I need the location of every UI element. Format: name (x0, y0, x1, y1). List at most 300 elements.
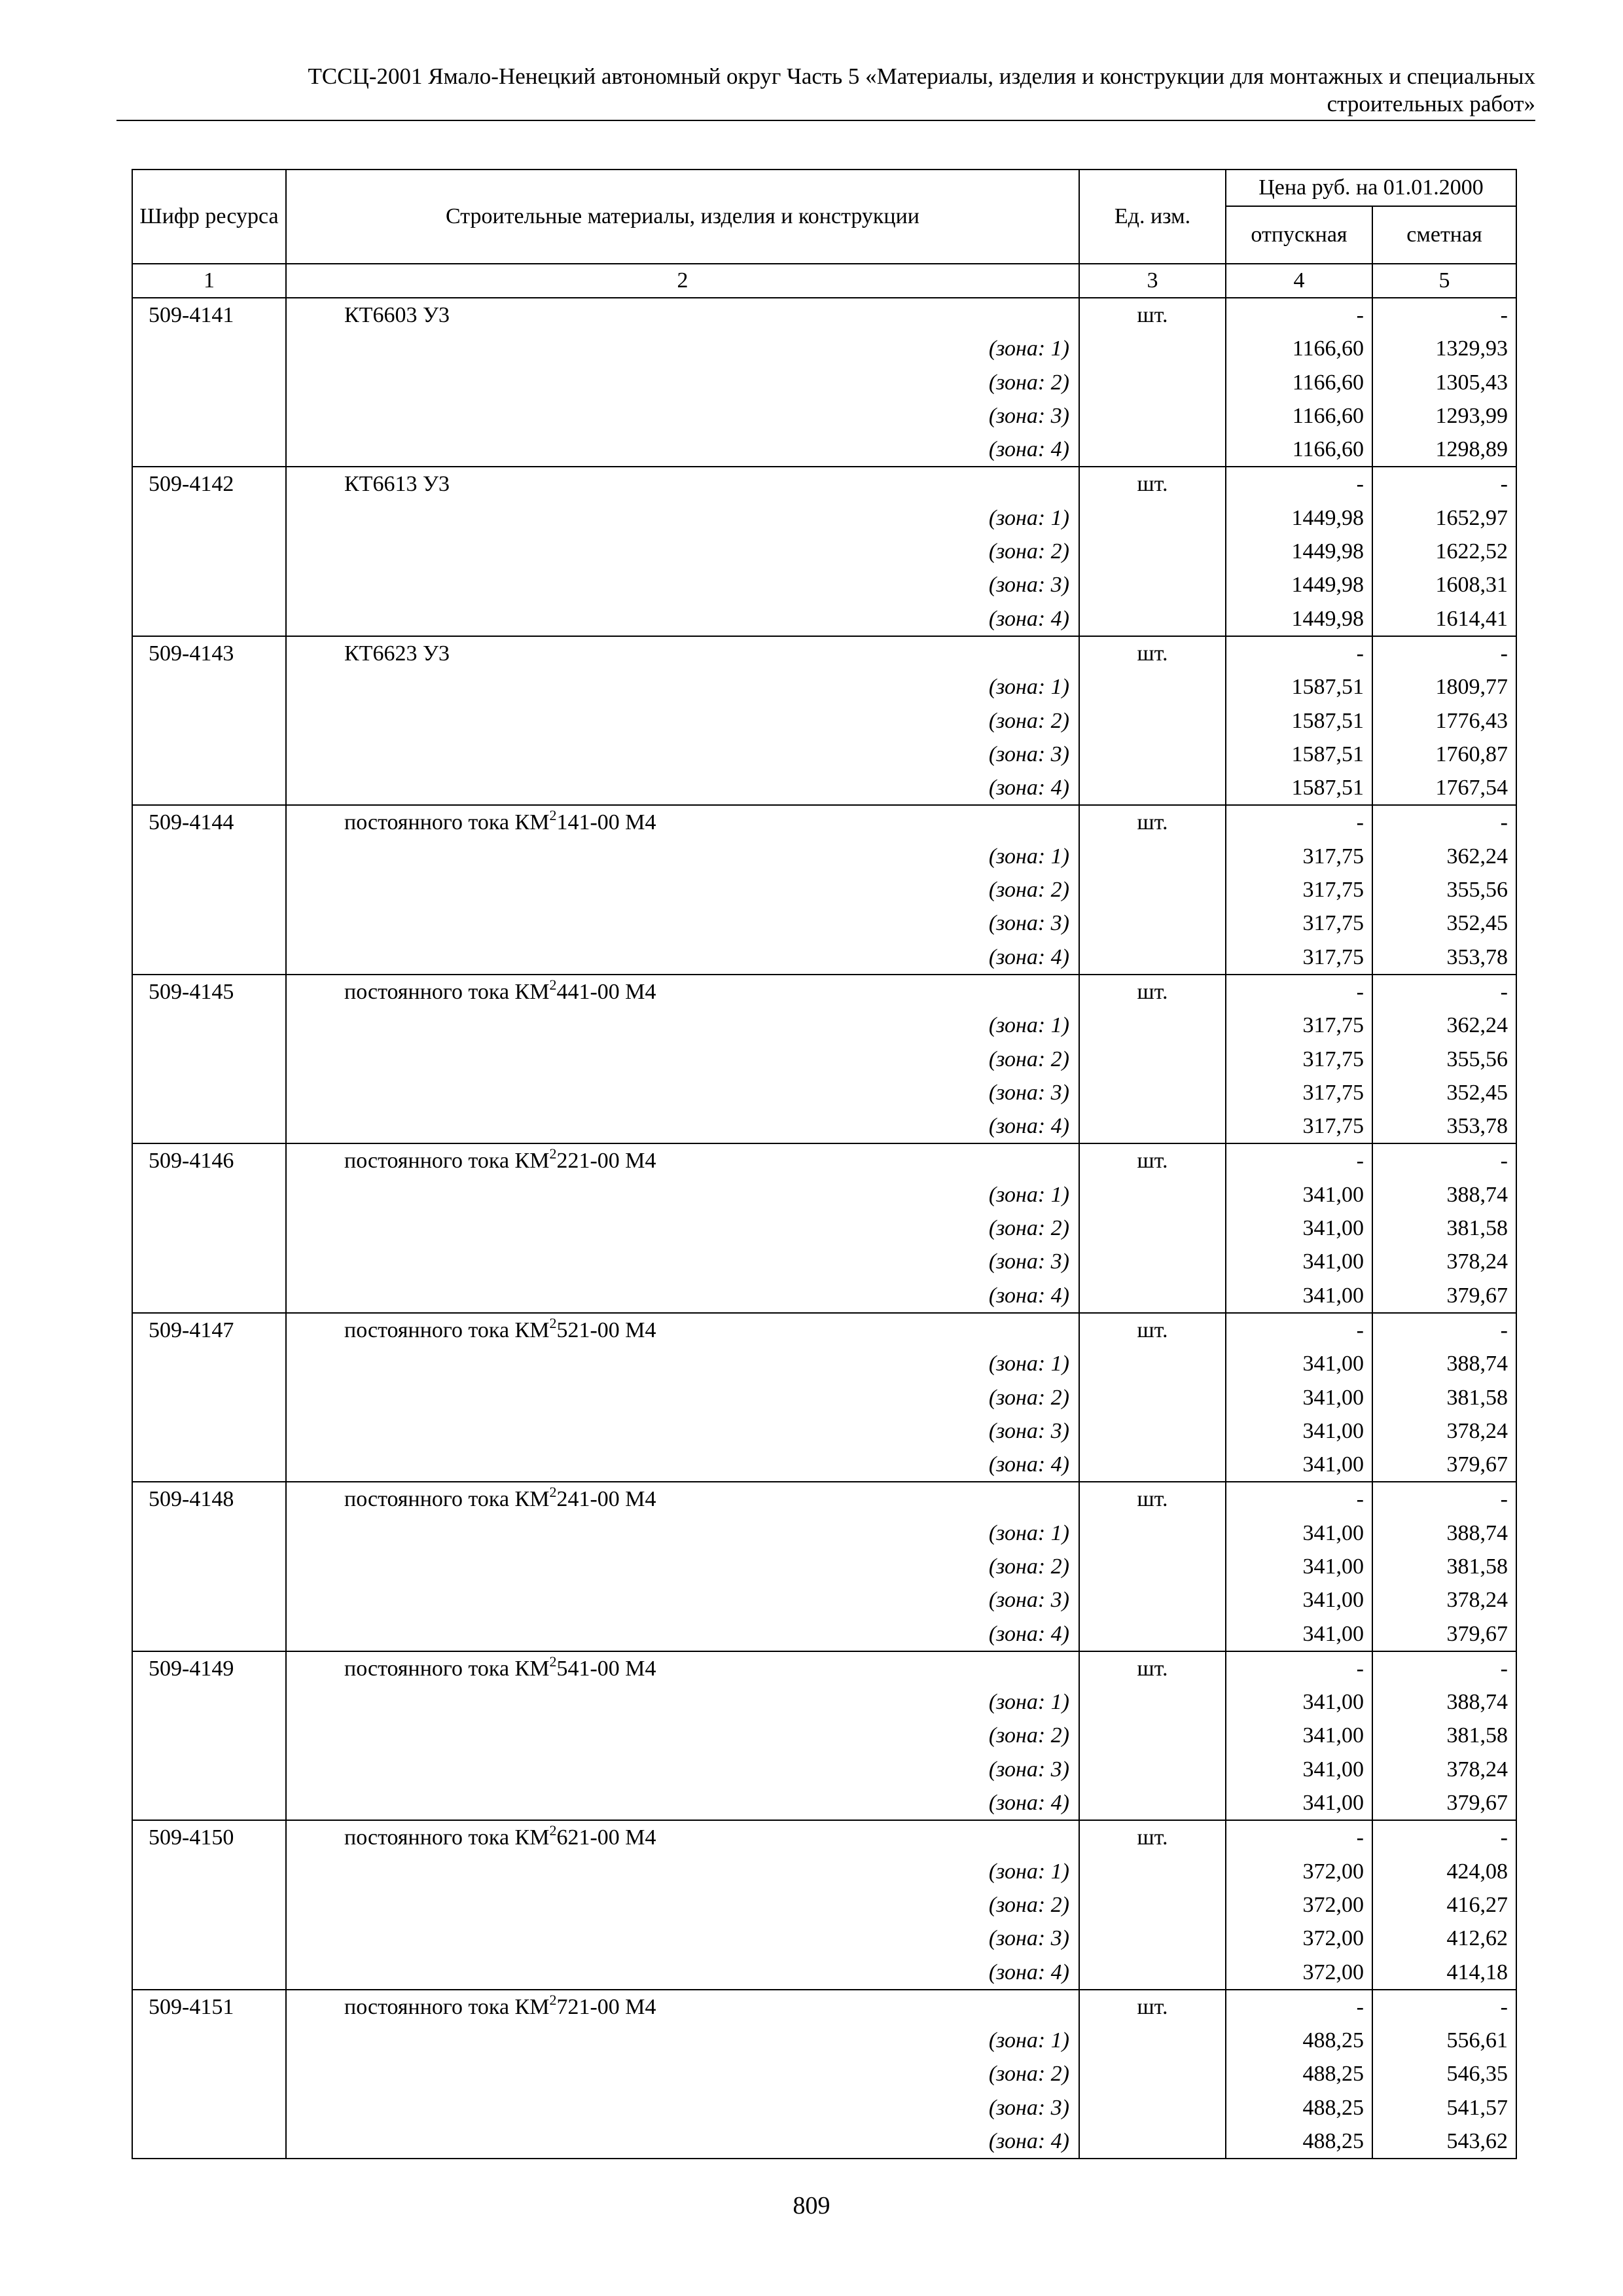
resource-name (286, 298, 1079, 467)
zone-label: (зона: 1) (988, 1013, 1069, 1038)
resource-name (286, 1482, 1079, 1651)
estimate-price-cell (1372, 1651, 1516, 1820)
resource-code-text: 509-4148 (149, 1487, 234, 1512)
resource-code (132, 805, 286, 974)
estimate-price-value: 378,24 (1446, 1588, 1508, 1613)
release-price-value: 341,00 (1302, 1249, 1364, 1274)
release-price-value: - (1356, 472, 1364, 497)
estimate-price-value: - (1500, 1487, 1508, 1512)
resource-code (132, 1820, 286, 1989)
estimate-price-value: - (1500, 641, 1508, 666)
estimate-price-value: 1293,99 (1435, 403, 1508, 428)
resource-name-line (344, 637, 1079, 670)
table-row (132, 467, 1516, 636)
resource-code-text: 509-4142 (149, 472, 234, 497)
release-price-value: 341,00 (1302, 1588, 1364, 1613)
zone-label: (зона: 3) (988, 742, 1069, 766)
release-price-cell (1226, 636, 1372, 805)
resource-code-text: 509-4141 (149, 303, 234, 327)
release-price-value: 341,00 (1302, 1216, 1364, 1241)
estimate-price-value: 379,67 (1446, 1621, 1508, 1646)
resource-name-superscript: 2 (549, 1991, 557, 2008)
resource-name-line (344, 1144, 1079, 1177)
unit-text: шт. (1137, 1656, 1168, 1681)
release-price-cell (1226, 1313, 1372, 1482)
estimate-price-value: - (1500, 1994, 1508, 2019)
zone-label: (зона: 4) (988, 776, 1069, 800)
release-price-value: 317,75 (1302, 1013, 1364, 1038)
release-price-cell (1226, 298, 1372, 467)
estimate-price-value: - (1500, 1318, 1508, 1342)
col-header-code: Шифр ресурса (132, 170, 286, 264)
zone-label: (зона: 1) (988, 1520, 1069, 1545)
table-row (132, 1820, 1516, 1989)
resource-name-text: постоянного тока КМ (344, 1318, 550, 1342)
resource-name-text: постоянного тока КМ (344, 1487, 550, 1512)
resource-name-superscript: 2 (549, 1822, 557, 1839)
column-number: 2 (286, 264, 1079, 298)
estimate-price-value: 414,18 (1446, 1960, 1508, 1984)
zone-label: (зона: 3) (988, 403, 1069, 428)
unit-text: шт. (1137, 1487, 1168, 1512)
resource-name-line (344, 467, 1079, 501)
resource-name-text: КТ6613 У3 (344, 472, 450, 497)
estimate-price-value: 381,58 (1446, 1385, 1508, 1410)
estimate-price-value: 1305,43 (1435, 370, 1508, 395)
zone-label: (зона: 2) (988, 1892, 1069, 1917)
unit-cell (1079, 1651, 1226, 1820)
resource-name-suffix: 241-00 М4 (556, 1487, 656, 1512)
resource-name-text: постоянного тока КМ (344, 1825, 550, 1850)
estimate-price-value: - (1500, 472, 1508, 497)
release-price-value: - (1356, 979, 1364, 1004)
estimate-price-value: 1776,43 (1435, 708, 1508, 733)
zone-label: (зона: 2) (988, 1047, 1069, 1071)
release-price-cell (1226, 1990, 1372, 2159)
unit-text: шт. (1137, 1994, 1168, 2019)
resource-name (286, 975, 1079, 1143)
zone-label: (зона: 3) (988, 1588, 1069, 1613)
resource-name-text: постоянного тока КМ (344, 810, 550, 835)
estimate-price-value: 379,67 (1446, 1791, 1508, 1816)
resource-name (286, 1143, 1079, 1312)
resource-name-superscript: 2 (549, 1145, 557, 1162)
estimate-price-value: 1767,54 (1435, 776, 1508, 800)
estimate-price-value: - (1500, 1149, 1508, 1174)
estimate-price-cell (1372, 1990, 1516, 2159)
resource-name-text: постоянного тока КМ (344, 1149, 550, 1174)
resource-code (132, 1651, 286, 1820)
release-price-value: - (1356, 1994, 1364, 2019)
unit-cell (1079, 467, 1226, 636)
zone-label: (зона: 3) (988, 1080, 1069, 1105)
release-price-value: 1449,98 (1291, 606, 1364, 631)
resource-name-text: постоянного тока КМ (344, 1994, 550, 2019)
estimate-price-cell (1372, 805, 1516, 974)
unit-text: шт. (1137, 303, 1168, 327)
resource-name-superscript: 2 (549, 807, 557, 824)
zone-label: (зона: 4) (988, 944, 1069, 969)
header-line-1: ТССЦ-2001 Ямало-Ненецкий автономный округ Часть 5 «Материалы, изделия и конструкции для монтажных и специальных (308, 63, 1535, 89)
estimate-price-value: 378,24 (1446, 1249, 1508, 1274)
column-number: 4 (1226, 264, 1372, 298)
release-price-value: 317,75 (1302, 844, 1364, 869)
page-header (118, 63, 1535, 118)
release-price-value: 341,00 (1302, 1283, 1364, 1308)
estimate-price-value: 352,45 (1446, 911, 1508, 936)
resource-code-text: 509-4144 (149, 810, 234, 835)
zone-label: (зона: 3) (988, 1249, 1069, 1274)
resource-name-line (344, 298, 1079, 332)
zone-label: (зона: 3) (988, 1418, 1069, 1443)
resource-name-text: КТ6603 У3 (344, 303, 450, 327)
zone-label: (зона: 2) (988, 539, 1069, 564)
unit-cell (1079, 636, 1226, 805)
release-price-value: 341,00 (1302, 1385, 1364, 1410)
estimate-price-value: 1652,97 (1435, 505, 1508, 530)
zone-label: (зона: 3) (988, 1926, 1069, 1951)
unit-text: шт. (1137, 1318, 1168, 1342)
resource-name-text: КТ6623 У3 (344, 641, 450, 666)
zone-label: (зона: 1) (988, 505, 1069, 530)
release-price-value: - (1356, 1318, 1364, 1342)
unit-cell (1079, 298, 1226, 467)
zone-label: (зона: 2) (988, 1554, 1069, 1579)
estimate-price-value: 546,35 (1446, 2062, 1508, 2087)
resource-code (132, 1313, 286, 1482)
estimate-price-value: 416,27 (1446, 1892, 1508, 1917)
release-price-value: - (1356, 1656, 1364, 1681)
page-number: 809 (793, 2192, 830, 2219)
resource-name (286, 1990, 1079, 2159)
resource-code (132, 1990, 286, 2159)
zone-label: (зона: 4) (988, 606, 1069, 631)
resource-code-text: 509-4151 (149, 1994, 234, 2019)
estimate-price-cell (1372, 1143, 1516, 1312)
release-price-value: 488,25 (1302, 2129, 1364, 2154)
resource-name-line (344, 1990, 1079, 2024)
resource-name-line (344, 1652, 1079, 1685)
estimate-price-value: 381,58 (1446, 1723, 1508, 1748)
zone-label: (зона: 3) (988, 911, 1069, 936)
release-price-value: 317,75 (1302, 911, 1364, 936)
release-price-value: 317,75 (1302, 1047, 1364, 1071)
zone-label: (зона: 2) (988, 708, 1069, 733)
release-price-value: - (1356, 641, 1364, 666)
release-price-value: 372,00 (1302, 1892, 1364, 1917)
release-price-cell (1226, 805, 1372, 974)
table-row (132, 805, 1516, 974)
release-price-value: 1587,51 (1291, 742, 1364, 766)
resource-name-line (344, 1821, 1079, 1854)
table-row (132, 636, 1516, 805)
resource-code (132, 636, 286, 805)
unit-text: шт. (1137, 641, 1168, 666)
unit-cell (1079, 1820, 1226, 1989)
release-price-value: - (1356, 810, 1364, 835)
release-price-value: 488,25 (1302, 2062, 1364, 2087)
resource-name-suffix: 141-00 М4 (556, 810, 656, 835)
estimate-price-cell (1372, 636, 1516, 805)
zone-label: (зона: 4) (988, 1621, 1069, 1646)
estimate-price-value: 353,78 (1446, 1114, 1508, 1139)
release-price-value: 1587,51 (1291, 675, 1364, 700)
estimate-price-value: - (1500, 979, 1508, 1004)
release-price-cell (1226, 975, 1372, 1143)
table-row (132, 1143, 1516, 1312)
estimate-price-cell (1372, 1313, 1516, 1482)
release-price-cell (1226, 1651, 1372, 1820)
zone-label: (зона: 4) (988, 1452, 1069, 1477)
release-price-value: 341,00 (1302, 1757, 1364, 1782)
col-header-name: Строительные материалы, изделия и конструкции (286, 170, 1079, 264)
resource-name (286, 1820, 1079, 1989)
unit-text: шт. (1137, 810, 1168, 835)
estimate-price-value: - (1500, 1656, 1508, 1681)
release-price-value: 1587,51 (1291, 708, 1364, 733)
resource-name-suffix: 441-00 М4 (556, 979, 656, 1004)
resource-name-suffix: 521-00 М4 (556, 1318, 656, 1342)
table-row (132, 298, 1516, 467)
resource-code (132, 1143, 286, 1312)
estimate-price-cell (1372, 467, 1516, 636)
estimate-price-value: 388,74 (1446, 1690, 1508, 1715)
resource-code-text: 509-4150 (149, 1825, 234, 1850)
zone-label: (зона: 4) (988, 1791, 1069, 1816)
zone-label: (зона: 1) (988, 1182, 1069, 1207)
resource-name-line (344, 1482, 1079, 1516)
column-number: 3 (1079, 264, 1226, 298)
estimate-price-cell (1372, 298, 1516, 467)
unit-cell (1079, 1482, 1226, 1651)
release-price-cell (1226, 1143, 1372, 1312)
col-header-unit: Ед. изм. (1079, 170, 1226, 264)
zone-label: (зона: 1) (988, 336, 1069, 361)
unit-cell (1079, 1313, 1226, 1482)
release-price-value: 341,00 (1302, 1690, 1364, 1715)
resource-name (286, 1651, 1079, 1820)
release-price-value: 341,00 (1302, 1452, 1364, 1477)
estimate-price-cell (1372, 1482, 1516, 1651)
zone-label: (зона: 2) (988, 878, 1069, 903)
estimate-price-value: 543,62 (1446, 2129, 1508, 2154)
release-price-value: 317,75 (1302, 944, 1364, 969)
zone-label: (зона: 1) (988, 1859, 1069, 1884)
release-price-value: 317,75 (1302, 1080, 1364, 1105)
release-price-value: 372,00 (1302, 1859, 1364, 1884)
estimate-price-value: 388,74 (1446, 1352, 1508, 1376)
release-price-value: 1449,98 (1291, 573, 1364, 598)
estimate-price-value: 1608,31 (1435, 573, 1508, 598)
unit-text: шт. (1137, 1825, 1168, 1850)
resource-name-superscript: 2 (549, 1653, 557, 1670)
estimate-price-value: 355,56 (1446, 1047, 1508, 1071)
resource-code (132, 1482, 286, 1651)
estimate-price-value: 1809,77 (1435, 675, 1508, 700)
release-price-value: - (1356, 303, 1364, 327)
estimate-price-value: 556,61 (1446, 2028, 1508, 2053)
unit-cell (1079, 1143, 1226, 1312)
estimate-price-value: 362,24 (1446, 844, 1508, 869)
resource-name-superscript: 2 (549, 1314, 557, 1331)
resource-name (286, 636, 1079, 805)
release-price-value: 488,25 (1302, 2095, 1364, 2120)
resource-code (132, 975, 286, 1143)
table-row (132, 1651, 1516, 1820)
release-price-value: 341,00 (1302, 1352, 1364, 1376)
zone-label: (зона: 2) (988, 370, 1069, 395)
resource-name-line (344, 1314, 1079, 1347)
release-price-value: 1449,98 (1291, 539, 1364, 564)
resource-name-text: постоянного тока КМ (344, 979, 550, 1004)
zone-label: (зона: 1) (988, 1690, 1069, 1715)
col-header-release: отпускная (1226, 206, 1372, 264)
resource-name-suffix: 541-00 М4 (556, 1656, 656, 1681)
zone-label: (зона: 3) (988, 2095, 1069, 2120)
release-price-value: 317,75 (1302, 878, 1364, 903)
column-number: 5 (1372, 264, 1516, 298)
zone-label: (зона: 4) (988, 2129, 1069, 2154)
unit-cell (1079, 1990, 1226, 2159)
table-head (132, 170, 1516, 298)
resource-code-text: 509-4146 (149, 1149, 234, 1174)
estimate-price-value: 379,67 (1446, 1452, 1508, 1477)
estimate-price-value: 541,57 (1446, 2095, 1508, 2120)
release-price-value: 488,25 (1302, 2028, 1364, 2053)
release-price-value: 341,00 (1302, 1621, 1364, 1646)
release-price-cell (1226, 1482, 1372, 1651)
estimate-price-value: 378,24 (1446, 1418, 1508, 1443)
estimate-price-value: 379,67 (1446, 1283, 1508, 1308)
zone-label: (зона: 4) (988, 437, 1069, 462)
estimate-price-value: 388,74 (1446, 1520, 1508, 1545)
release-price-value: 341,00 (1302, 1418, 1364, 1443)
release-price-value: 341,00 (1302, 1182, 1364, 1207)
column-number: 1 (132, 264, 286, 298)
zone-label: (зона: 3) (988, 573, 1069, 598)
resource-name (286, 1313, 1079, 1482)
resource-name-suffix: 621-00 М4 (556, 1825, 656, 1850)
estimate-price-value: - (1500, 1825, 1508, 1850)
zone-label: (зона: 2) (988, 1216, 1069, 1241)
release-price-value: - (1356, 1825, 1364, 1850)
resource-name-suffix: 221-00 М4 (556, 1149, 656, 1174)
release-price-value: - (1356, 1487, 1364, 1512)
resource-code-text: 509-4145 (149, 979, 234, 1004)
zone-label: (зона: 1) (988, 675, 1069, 700)
table-body (132, 298, 1516, 2159)
table-row (132, 975, 1516, 1143)
release-price-value: 317,75 (1302, 1114, 1364, 1139)
release-price-value: - (1356, 1149, 1364, 1174)
estimate-price-value: - (1500, 303, 1508, 327)
release-price-value: 1587,51 (1291, 776, 1364, 800)
release-price-value: 341,00 (1302, 1723, 1364, 1748)
table-row (132, 1482, 1516, 1651)
zone-label: (зона: 4) (988, 1960, 1069, 1984)
estimate-price-value: 1329,93 (1435, 336, 1508, 361)
release-price-value: 372,00 (1302, 1960, 1364, 1984)
release-price-cell (1226, 1820, 1372, 1989)
zone-label: (зона: 2) (988, 1723, 1069, 1748)
estimate-price-value: 424,08 (1446, 1859, 1508, 1884)
zone-label: (зона: 2) (988, 2062, 1069, 2087)
resource-code-text: 509-4149 (149, 1656, 234, 1681)
header-line-2: строительных работ» (1327, 91, 1535, 117)
estimate-price-value: 352,45 (1446, 1080, 1508, 1105)
resource-code-text: 509-4143 (149, 641, 234, 666)
estimate-price-value: 381,58 (1446, 1554, 1508, 1579)
zone-label: (зона: 4) (988, 1283, 1069, 1308)
column-number-row (132, 264, 1516, 298)
release-price-value: 341,00 (1302, 1791, 1364, 1816)
estimate-price-cell (1372, 975, 1516, 1143)
resource-name-suffix: 721-00 М4 (556, 1994, 656, 2019)
estimate-price-value: 388,74 (1446, 1182, 1508, 1207)
release-price-value: 341,00 (1302, 1554, 1364, 1579)
resource-name-line (344, 806, 1079, 839)
estimate-price-value: 1622,52 (1435, 539, 1508, 564)
release-price-value: 1166,60 (1292, 437, 1364, 462)
header-rule (116, 120, 1535, 121)
unit-text: шт. (1137, 1149, 1168, 1174)
release-price-value: 341,00 (1302, 1520, 1364, 1545)
release-price-value: 1166,60 (1292, 403, 1364, 428)
unit-text: шт. (1137, 979, 1168, 1004)
resource-name-text: постоянного тока КМ (344, 1656, 550, 1681)
zone-label: (зона: 4) (988, 1114, 1069, 1139)
zone-label: (зона: 2) (988, 1385, 1069, 1410)
release-price-value: 1166,60 (1292, 370, 1364, 395)
estimate-price-value: 1760,87 (1435, 742, 1508, 766)
unit-cell (1079, 975, 1226, 1143)
zone-label: (зона: 3) (988, 1757, 1069, 1782)
zone-label: (зона: 1) (988, 2028, 1069, 2053)
estimate-price-value: 362,24 (1446, 1013, 1508, 1038)
table-row (132, 1990, 1516, 2159)
estimate-price-value: 378,24 (1446, 1757, 1508, 1782)
estimate-price-value: 412,62 (1446, 1926, 1508, 1951)
release-price-cell (1226, 467, 1372, 636)
col-header-price-group: Цена руб. на 01.01.2000 (1226, 170, 1516, 206)
release-price-value: 1449,98 (1291, 505, 1364, 530)
estimate-price-cell (1372, 1820, 1516, 1989)
price-table (132, 169, 1517, 2159)
release-price-value: 1166,60 (1292, 336, 1364, 361)
resource-name-line (344, 975, 1079, 1009)
unit-cell (1079, 805, 1226, 974)
estimate-price-value: 1298,89 (1435, 437, 1508, 462)
release-price-value: 372,00 (1302, 1926, 1364, 1951)
zone-label: (зона: 1) (988, 1352, 1069, 1376)
resource-code (132, 467, 286, 636)
table-row (132, 1313, 1516, 1482)
unit-text: шт. (1137, 472, 1168, 497)
estimate-price-value: 355,56 (1446, 878, 1508, 903)
resource-code (132, 298, 286, 467)
estimate-price-value: 353,78 (1446, 944, 1508, 969)
resource-code-text: 509-4147 (149, 1318, 234, 1342)
resource-name-superscript: 2 (549, 976, 557, 993)
estimate-price-value: 1614,41 (1435, 606, 1508, 631)
estimate-price-value: - (1500, 810, 1508, 835)
resource-name (286, 467, 1079, 636)
col-header-estimate: сметная (1372, 206, 1516, 264)
resource-name-superscript: 2 (549, 1484, 557, 1501)
estimate-price-value: 381,58 (1446, 1216, 1508, 1241)
resource-name (286, 805, 1079, 974)
zone-label: (зона: 1) (988, 844, 1069, 869)
